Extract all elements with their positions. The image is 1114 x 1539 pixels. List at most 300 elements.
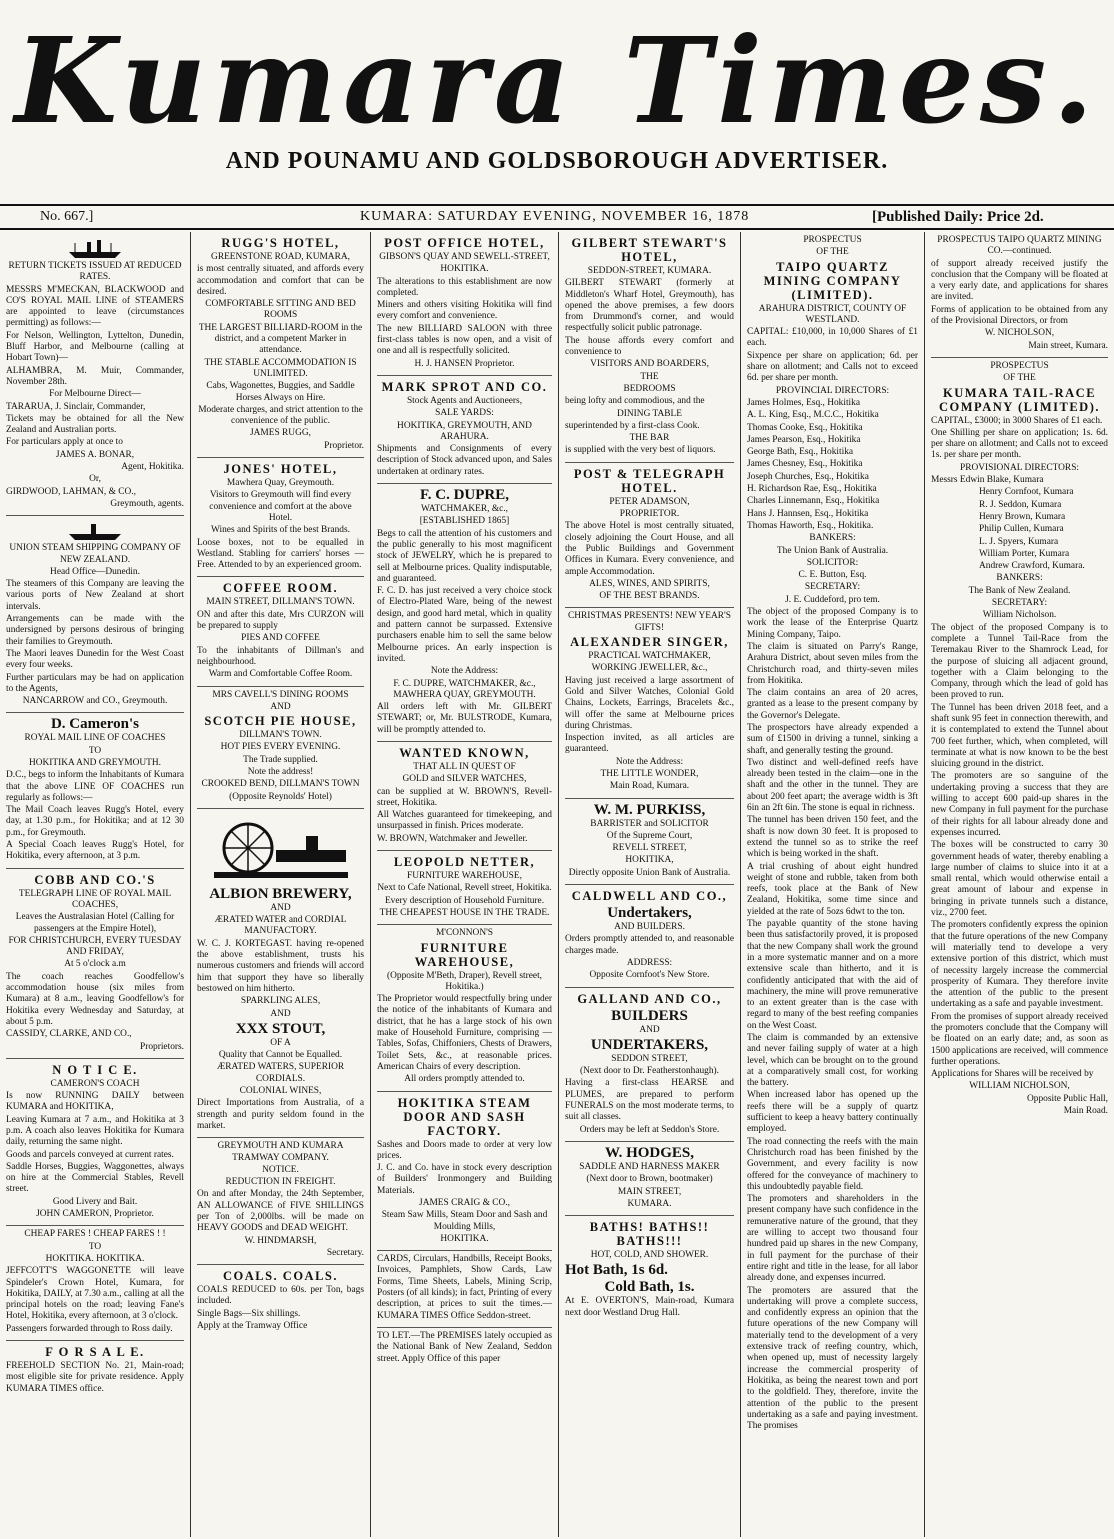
ad-text: GREYMOUTH AND KUMARA TRAMWAY COMPANY. [217,1141,344,1163]
ad-heading: Undertakers, [607,905,692,922]
columns [0,232,1114,1539]
ad-text: Goods and parcels conveyed at current rates. [6,1149,174,1160]
ad-heading: MARK SPROT AND CO. [381,379,548,394]
advert-albion-brewery [197,809,364,1138]
ad-text: Note the Address: [430,666,499,677]
advert-mark-sprot [377,376,552,484]
ad-text: Next to Cafe National, Revell street, Hokitika. [377,883,552,894]
ad-text: COALS REDUCED to 60s. per Ton, bags included. [197,1285,364,1307]
ad-text: For particulars apply at once to [6,437,123,448]
ad-text: When increased labor has opened up the reefs there will be a supply of quartz sufficient to keep a heavy battery continually employed. [747,1090,918,1135]
issue-number: No. 667.] [40,209,94,224]
ad-text: Opposite Public Hall, [1027,1093,1108,1104]
ad-text: HOT, COLD, AND SHOWER. [590,1250,709,1261]
ad-heading: N O T I C E. [52,1062,138,1077]
ad-text: TARARUA, J. Sinclair, Commander, [6,401,146,412]
ad-text: At 5 o'clock a.m [64,959,126,970]
ad-text: The promoters are assured that the undertaking will prove a complete success, and confidently express an opinion that the future operations of the new Company will materially tend to the development of a very extensive track of reefing country, which, when opened up, must of necessity largely increase the commercial prosperity of Hokitika, as being the nearest town and port to the goldfield. They, therefore, invite the attention of the public to the present undertaking as a safe and paying investment. The promises [747,1285,918,1432]
ad-heading: UNDERTAKERS, [590,1036,709,1053]
ad-text: Main Road. [1063,1106,1108,1117]
ad-text: The steamers of this Company are leaving the various ports of New Zealand at short intervals. [6,579,184,612]
ad-text: Directly opposite Union Bank of Australia. [568,867,731,878]
ad-text: Secretary. [326,1247,364,1258]
ad-heading: COALS. COALS. [222,1269,338,1284]
ad-text: PROSPECTUS [803,235,862,245]
advert-jones-hotel [197,458,364,577]
advert-printing [377,1251,552,1328]
ad-text: BANKERS: [809,533,856,544]
ad-heading: F. C. DUPRE, [419,487,510,504]
ad-text: MAIN STREET, [617,1186,682,1197]
ad-text: GOLD and SILVER WATCHES, [402,774,527,785]
ad-heading: HOKITIKA STEAM DOOR AND SASH FACTORY. [397,1095,532,1138]
ad-text: Visitors to Greymouth will find every convenience and comfort at the above Hotel. [209,490,352,523]
ad-text: Apply at the Tramway Office [197,1321,308,1332]
ad-text: H. J. HANSEN Proprietor. [414,358,515,369]
ad-text: Messrs Edwin Blake, Kumara [931,475,1044,486]
ad-text: DINING TABLE [617,408,682,419]
ad-text: Arrangements can be made with the undersigned by persons desirous of bringing their families to Greymouth. [6,614,184,647]
ad-text: JOHN CAMERON, Proprietor. [36,1209,154,1220]
ad-text: PRACTICAL WATCHMAKER, [588,651,711,662]
ad-text: Saddle Horses, Buggies, Waggonettes, always on hire at the Commercial Stables, Revell street. [6,1161,184,1195]
advert-baths [565,1216,734,1324]
column-3 [370,232,558,1537]
ad-text: R. J. Seddon, Kumara [979,499,1062,510]
ad-text: SECRETARY: [991,598,1048,609]
ad-heading: POST OFFICE HOTEL, [384,236,545,250]
advert-ruggs-hotel [197,232,364,458]
ad-text: Moderate charges, and strict attention to the convenience of the public. [198,404,363,427]
steamship-icon [65,521,125,541]
ad-text: is supplied with the very best of liquors. [565,445,716,456]
ad-text: D.C., begs to inform the Inhabitants of Kumara that the above LINE OF COACHES run regularly as follows:— [6,770,184,803]
ad-heading: ALEXANDER SINGER, [570,635,729,650]
ad-text: ON and after this date, Mrs CURZON will be prepared to supply [197,609,364,632]
ad-text: THAT ALL IN QUEST OF [413,761,516,772]
newspaper-title: Kumara Times. [14,11,1100,150]
ad-text: DILLMAN'S TOWN. [239,730,322,741]
ad-text: FURNITURE WAREHOUSE, [407,871,522,882]
ad-text: BARRISTER and SOLICITOR [590,818,709,829]
ad-text: FREEHOLD SECTION No. 21, Main-road; most eligible site for private residence. Apply KUMARA TIMES office. [6,1361,184,1394]
ad-text: (Opposite Reynolds' Hotel) [229,791,332,802]
ad-text: PROVINCIAL DIRECTORS: [775,385,890,396]
ad-text: Andrew Crawford, Kumara. [979,561,1085,572]
ad-heading: RUGG'S HOTEL, [221,236,340,250]
column-6 [924,232,1114,1537]
ad-text: REVELL STREET, [612,843,687,854]
ad-text: On and after Monday, the 24th September, AN ALLOWANCE of FIVE SHILLINGS per Ton of 2,000lbs. will be made on HEAVY GOODS and DEAD WEIGHT. [197,1189,364,1234]
ad-text: Miners and others visiting Hokitika will find every comfort and convenience. [377,300,552,322]
ad-heading: BUILDERS [611,1007,688,1024]
ad-text: The Trade supplied. [243,754,318,765]
ad-heading: GILBERT STEWART'S HOTEL, [571,236,728,264]
ad-text: FOR CHRISTCHURCH, EVERY TUESDAY AND FRIDAY, [8,935,182,958]
ad-text: Orders may be left at Seddon's Store. [579,1124,720,1135]
ad-text: CHRISTMAS PRESENTS! NEW YEAR'S GIFTS! [568,611,731,633]
ad-text: William Porter, Kumara [979,548,1070,559]
ad-text: The Proprietor would respectfully bring under the notice of the inhabitants of Kumara and district, that he has a large stock of his own make of Household Furniture, comprising — Tables, Sofas, Chiffoniers, Chests of Drawers, Toilet Sets, &c., at reasonable prices. American Chairs of every description. [377,994,552,1072]
ad-text: CROOKED BEND, DILLMAN'S TOWN [201,779,360,790]
advert-caldwell [565,885,734,987]
ad-text: GIBSON'S QUAY AND SEWELL-STREET, [379,252,550,262]
advert-steam-door-factory [377,1092,552,1252]
ad-text: SADDLE AND HARNESS MAKER [579,1161,720,1172]
ad-heading: KUMARA TAIL-RACE COMPANY (LIMITED). [938,385,1100,414]
ad-text: HOKITIKA. [440,1233,489,1244]
ad-heading: XXX STOUT, [235,1020,326,1037]
ad-text: Of the Supreme Court, [606,830,693,841]
ad-text: THE LARGEST BILLIARD-ROOM in the district, and a competent Marker in attendance. [198,322,363,356]
ad-text: Proprietor. [324,440,364,451]
ad-heading: Hot Bath, 1s 6d. [565,1262,668,1279]
ad-text: For Nelson, Wellington, Lyttelton, Dunedin, Bluff Harbor, and Melbourne (calling at Hobart Town)— [6,330,184,364]
ad-text: To the inhabitants of Dillman's and neighbourhood. [197,645,364,667]
ad-text: OF THE [1003,373,1036,384]
ad-heading: W. HODGES, [604,1144,695,1161]
steamship-icon [65,237,125,259]
ad-heading: LEOPOLD NETTER, [393,855,536,870]
ad-text: CHEAP FARES ! CHEAP FARES ! ! [24,1229,166,1240]
advert-leopold-netter [377,851,552,925]
ad-heading: TAIPO QUARTZ MINING COMPANY (LIMITED). [763,259,902,302]
ad-text: Agent, Hokitika. [121,462,184,473]
ad-text: OF THE [816,247,849,258]
ad-text: OF A [270,1037,291,1048]
ad-text: AND [270,1008,291,1019]
ad-text: George Bath, Esq., Hokitika [747,447,854,458]
ad-text: Forms of application to be obtained from any of the Provisional Directors, or from [931,304,1108,327]
ad-text: AND BUILDERS. [614,922,685,933]
ad-text: Wines and Spirits of the best Brands. [211,525,350,536]
ad-text: One Shilling per share on application; 1s. 6d. per share on allotment; and Calls not to exceed 1s. per share per month. [931,427,1108,461]
ad-text: Inspection invited, as all articles are guaranteed. [565,733,734,755]
ad-text: JAMES A. BONAR, [55,449,135,460]
ad-text: Philip Cullen, Kumara [979,524,1064,535]
ad-heading: UNION STEAM SHIPPING COMPANY OF NEW ZEALAND. [9,543,181,565]
ad-text: MESSRS M'MECKAN, BLACKWOOD and CO'S ROYAL MAIL LINE of STEAMERS are appointed to leave (circumstances permitting) as follows:— [6,284,184,329]
ad-text: Loose boxes, not to be equalled in Westland. Stabling for carriers' horses —Free. Attended to by an experienced groom. [197,537,364,571]
ad-text: The claim is commanded by an extensive and never failing supply of water at a high level, which can be brought on to the ground at a comparatively small cost, for working the battery. [747,1033,918,1089]
ad-text: Direct Importations from Australia, of a strength and purity seldom found in the market. [197,1098,364,1131]
advert-mconnon [377,925,552,1091]
ad-text: Single Bags—Six shillings. [197,1308,301,1319]
ad-text: SPARKLING ALES, [240,996,321,1007]
ad-text: NOTICE. [262,1164,299,1175]
ad-text: THE BAR [629,433,670,444]
ad-text: WATCHMAKER, &c., [421,504,508,515]
ad-text: Shipments and Consignments of every description of Stock advanced upon, and Sales undertaken at ordinary rates. [377,444,552,477]
ad-heading: SCOTCH PIE HOUSE, [204,714,357,729]
issue-date: KUMARA: SATURDAY EVENING, NOVEMBER 16, 1878 [360,209,750,224]
ad-text: Hans J. Hannsen, Esq., Hokitika [747,508,869,519]
ad-text: JAMES RUGG, [250,428,311,439]
ad-text: CARDS, Circulars, Handbills, Receipt Books, Invoices, Pamphlets, Show Cards, Law Forms, Time Sheets, Labels, Mining Scrip, Posters (of all kinds); in fact, Printing of every description, at prices to suit the times.— KUMARA TIMES Office Seddon-street. [377,1254,552,1321]
ad-heading: JONES' HOTEL, [223,462,338,477]
ad-heading: COFFEE ROOM. [222,581,339,596]
ad-text: For Melbourne Direct— [49,389,141,400]
ad-text: The Mail Coach leaves Rugg's Hotel, every day, at 1.30 p.m., for Hokitika; and at 12 30 p.m., for Greymouth. [6,805,184,838]
ad-text: superintended by a first-class Cook. [565,420,700,431]
ad-text: Steam Saw Mills, Steam Door and Sash and Moulding Mills, [381,1210,548,1232]
ad-text: Sixpence per share on application; 6d. per share on allotment; and Calls not to exceed 6d. per share per month. [747,350,918,384]
ad-text: WILLIAM NICHOLSON, [969,1081,1070,1092]
ad-text: BEDROOMS [623,383,676,394]
ad-text: Applications for Shares will be received by [931,1069,1094,1080]
ad-text: Cabs, Wagonettes, Buggies, and Saddle Horses Always on Hire. [206,381,355,403]
ad-text: Two distinct and well-defined reefs have already been tested in the claim—one in the shaft and the other in the tunnel. They are about 200 feet apart; the average width is 3ft 6in an 2ft 6in. The stone is equal in richness. [747,757,918,814]
ad-text: being lofty and commodious, and the [565,396,705,407]
advert-steamers [6,232,184,516]
ad-text: PROSPECTUS TAIPO QUARTZ MINING CO.—continued. [937,235,1102,257]
ad-text: MRS CAVELL'S DINING ROOMS [212,689,349,700]
advert-galland [565,988,734,1142]
column-4 [558,232,740,1537]
ad-heading: FURNITURE WAREHOUSE, [414,940,515,969]
ad-text: The above Hotel is most centrally situated, closely adjoining the Court House, and all the Public Buildings and Government Offices in Kumara. Every convenience, and ample Accommodation. [565,521,734,577]
ad-text: Having just received a large assortment of Gold and Silver Watches, Colonial Gold Chains, Lockets, Earrings, Bracelets &c., will offer the same at Melbourne prices during Christmas. [565,675,734,731]
ad-text: The Tunnel has been driven 2018 feet, and a shaft sunk 95 feet in connection therewith, and it is contemplated to extend the Tunnel about 700 feet further, which, when completed, will terminate at what is now known to be the best sluicing ground in the district. [931,702,1108,770]
ad-text: ÆRATED WATER and CORDIAL MANUFACTORY. [214,915,347,937]
ad-text: Further particulars may be had on application to the Agents, [6,672,184,694]
ad-text: COLONIAL WINES, [239,1086,322,1097]
masthead [0,0,1114,200]
ad-text: The payable quantity of the stone having been thus satisfactorily proved, it is proposed that the new Company shall work the ground in a more systematic manner and on a more extensive scale than hitherto, and it is confidently anticipated that with the aid of machinery, the mine will prove remunerative to an extent greater than is the case with regard to many of the best reefing companies on the West Coast. [747,919,918,1031]
ad-text: The promoters confidently express the opinion that the future operations of the new Company will materially tend to develope a very extensive portion of this district, which must of necessity largely increase the commercial prosperity of Kumara. They therefore invite the attention of the public to the present undertaking as a safe and payable investment. [931,920,1108,1010]
ad-text: L. J. Spyers, Kumara [979,536,1059,547]
ad-text: William Nicholson. [982,610,1057,621]
ad-text: Leaves the Australasian Hotel (Calling for passengers at the Empire Hotel), [15,912,175,934]
ad-text: Quality that Cannot be Equalled. [218,1050,343,1061]
advert-wanted-known [377,742,552,851]
ad-heading: D. Cameron's [50,716,140,733]
ad-heading: POST & TELEGRAPH HOTEL. [573,466,726,495]
advert-dupre [377,484,552,742]
ad-text: PROVISIONAL DIRECTORS: [959,462,1080,473]
ad-text: Orders promptly attended to, and reasonable charges made. [565,934,734,956]
ad-text: CAPITAL: £10,000, in 10,000 Shares of £1 each. [747,327,918,349]
advert-to-let [377,1328,552,1370]
ad-text: Note the address! [247,766,314,777]
ad-text: PETER ADAMSON, [609,496,690,507]
ad-text: PROSPECTUS [990,360,1049,371]
ad-text: SEDDON STREET, [611,1053,688,1064]
ad-heading: GALLAND AND CO., [577,991,722,1006]
ad-text: RETURN TICKETS ISSUED AT REDUCED RATES. [8,261,182,283]
ad-text: At E. OVERTON'S, Main-road, Kumara next door Westland Drug Hall. [565,1296,734,1318]
ad-text: AND [270,902,291,913]
advert-cameron-coach-notice [6,1059,184,1227]
ad-text: The road connecting the reefs with the main Christchurch road has been finished by the Government, and every facility is now offered for the conveyance of machinery to this undoubtedly payable field. [747,1136,918,1192]
ad-heading: F O R S A L E. [45,1345,145,1360]
column-2 [190,232,370,1537]
brewery-machine-icon [206,816,356,882]
ad-text: (Next door to Brown, bootmaker) [586,1174,713,1185]
ad-text: [ESTABLISHED 1865] [419,516,510,527]
ad-text: JAMES CRAIG & CO., [419,1198,510,1208]
ad-text: PROPRIETOR. [619,509,680,520]
dateline [0,204,1114,230]
ad-text: can be supplied at W. BROWN'S, Revell-street, Hokitika. [377,786,552,808]
ad-text: From the promises of support already received the promoters conclude that the Company will be floated on an early date; and, as soon as 1500 applications are received, will commence further operations. [931,1011,1108,1067]
advert-coals [197,1265,364,1337]
ad-text: ALES, WINES, AND SPIRITS, [589,578,710,589]
advert-cavell-dining [197,687,364,809]
ad-text: The claim contains an area of 20 acres, granted as a lease to the present company by the Governor's Delegate. [747,688,918,721]
ad-text: (Opposite M'Beth, Draper), Revell street, Hokitika.) [386,970,543,992]
ad-text: Stock Agents and Auctioneers, [406,395,523,406]
ad-text: Charles Linnemann, Esq., Hokitika [747,496,880,507]
ad-text: W. C. J. KORTEGAST. having re-opened the above establishment, trusts his numerous customers and friends will accord him that support they have so liberally bestowed on him hitherto. [197,938,364,994]
ad-text: Sashes and Doors made to order at very low prices. [377,1139,552,1161]
ad-text: HOT PIES EVERY EVENING. [220,742,341,753]
ad-text: ÆRATED WATERS, SUPERIOR CORDIALS. [216,1062,345,1084]
ad-text: THE CHEAPEST HOUSE IN THE TRADE. [379,907,550,918]
ad-text: The new BILLIARD SALOON with three first-class tables is now open, and a visit of one and all is respectfully solicited. [377,323,552,357]
ad-text: ARAHURA DISTRICT, COUNTY OF WESTLAND. [758,303,907,325]
advert-union-steam [6,516,184,713]
ad-text: The Bank of New Zealand. [968,585,1071,596]
ad-text: ROYAL MAIL LINE OF COACHES [24,733,166,744]
ad-text: GIRDWOOD, LAHMAN, & CO., [6,486,136,497]
ad-text: Tickets may be obtained for all the New Zealand and Australian ports. [6,413,184,436]
ad-text: KUMARA. [627,1198,672,1209]
ad-text: Note the Address: [615,756,684,767]
advert-gilbert-stewart [565,232,734,463]
ad-text: TO [88,1241,102,1252]
ad-text: Mawhera Quay, Greymouth. [226,478,335,489]
ad-text: F. C. DUPRE, WATCHMAKER, &c., MAWHERA QUAY, GREYMOUTH. [393,678,536,700]
ad-text: The house affords every comfort and convenience to [565,335,734,358]
ad-text: Warm and Comfortable Coffee Room. [208,669,353,680]
ad-text: Having a first-class HEARSE and PLUMES, are prepared to perform FUNERALS on the most moderate terms, to suit all classes. [565,1078,734,1123]
ad-text: OF THE BEST BRANDS. [599,591,700,602]
ad-text: HOKITIKA, GREYMOUTH, AND ARAHURA. [397,420,532,442]
ad-text: F. C. D. has just received a very choice stock of Electro-Plated Ware, being of the newest design, and good hard metal, which in quality and pattern cannot be surpassed. Extensive purchasers enable him to sell the same below Melbourne prices. An early inspection is invited. [377,586,552,664]
ad-heading: CALDWELL AND CO., [571,889,728,904]
prospectus-tail-race [931,358,1108,1122]
ad-text: The prospectors have already expended a sum of £1500 in driving a tunnel, sinking a shaft, and generally testing the ground. [747,722,918,756]
ad-text: C. E. Button, Esq. [798,570,867,581]
ad-text: James Chesney, Esq., Hokitika [747,459,863,470]
ad-text: NANCARROW and CO., Greymouth. [22,696,168,707]
advert-coffee-room [197,577,364,686]
ad-text: Proprietors. [139,1041,184,1052]
ad-text: All orders left with Mr. GILBERT STEWART; or, Mr. BULSTRODE, Kumara, will be promptly attended to. [377,702,552,735]
ad-text: Head Office—Dunedin. [50,566,140,577]
ad-text: BANKERS: [996,573,1043,584]
ad-text: VISITORS AND BOARDERS, [590,359,709,370]
ad-text: Opposite Cornfoot's New Store. [589,970,710,981]
ad-text: HOKITIKA AND GREYMOUTH. [28,757,162,768]
ad-text: CAPITAL, £3000; in 3000 Shares of £1 each. [931,415,1103,426]
ad-text: The promoters and shareholders in the present company have such confidence in the remunerative nature of the ground, that they are willing to accept two thousand four hundred paid up shares in the new Company, in full payment for the purchase of their entire right and title in the lease, for all labor already done, and expenses incurred. [747,1194,918,1284]
ad-text: W. BROWN, Watchmaker and Jeweller. [377,833,528,844]
ad-heading: COBB AND CO.'S [34,872,156,887]
ad-text: is most centrally situated, and affords every accommodation and comfort that can be desired. [197,264,364,297]
ad-text: Henry Cornfoot, Kumara [979,487,1074,498]
ad-text: Every description of Household Furniture. [384,895,545,906]
ad-text: Henry Brown, Kumara [979,511,1066,522]
ad-text: MAIN STREET, DILLMAN'S TOWN. [206,597,355,608]
ad-text: A Special Coach leaves Rugg's Hotel, for Hokitika, every afternoon, at 3 p.m. [6,840,184,862]
ad-text: COMFORTABLE SITTING AND BED ROOMS [205,299,356,321]
ad-text: Or, [89,474,101,485]
ad-text: GILBERT STEWART (formerly at Middleton's Wharf Hotel, Greymouth), has opened the above premises, a few doors from Drummond's corner, and would respectfully solicit public patronage. [565,278,734,334]
ad-text: Joseph Churches, Esq., Hokitika [747,471,869,482]
advert-alexander-singer [565,608,734,798]
ad-text: The Maori leaves Dunedin for the West Coast every four weeks. [6,648,184,671]
ad-text: CAMERON'S COACH [50,1078,140,1089]
ad-text: Main street, Kumara. [1028,340,1108,351]
ad-text: A. L. King, Esq., M.C.C., Hokitika [747,410,879,421]
ad-text: AND [270,701,291,712]
ad-text: Thomas Haworth, Esq., Hokitika. [747,520,874,531]
ad-text: Passengers forwarded through to Ross daily. [6,1323,173,1334]
newspaper-subtitle: AND POUNAMU AND GOLDSBOROUGH ADVERTISER. [225,148,889,174]
ad-text: PIES AND COFFEE [241,633,320,644]
ad-text: GREENSTONE ROAD, KUMARA, [211,252,350,262]
column-1 [0,232,190,1537]
ad-heading: BATHS! BATHS!! BATHS!!! [589,1220,710,1249]
ad-text: James Pearson, Esq., Hokitika [747,434,861,445]
column-5 [740,232,924,1537]
ad-text: The coach reaches Goodfellow's accommodation house (six miles from Kumara) at 8 a.m., leaving Goodfellow's for Hokitika every Wednesday and Saturday, at about 5 p.m. [6,971,184,1027]
ad-heading: Cold Bath, 1s. [604,1279,695,1296]
ad-heading: W. M. PURKISS, [593,801,706,818]
ad-text: W. HINDMARSH, [244,1235,317,1246]
ad-text: THE STABLE ACCOMMODATION IS UNLIMITED. [204,357,357,379]
ad-text: M'CONNON'S [435,928,494,939]
ad-text: Is now RUNNING DAILY between KUMARA and HOKITIKA, [6,1091,184,1113]
advert-cobb-coaches [6,869,184,1059]
advert-jeffcott [6,1226,184,1341]
ad-text: J. C. and Co. have in stock every description of Builders' Ironmongery and Building Materials. [377,1163,552,1196]
ad-text: THE [640,371,659,382]
advert-for-sale [6,1341,184,1400]
ad-text: ALHAMBRA, M. Muir, Commander, November 28th. [6,365,184,387]
ad-text: Thomas Cooke, Esq., Hokitika [747,422,863,433]
ad-text: The claim is situated on Parry's Range, Arahura District, about seven miles from the Christchurch road, and thirty-seven miles from Hokitika. [747,641,918,686]
advert-post-office-hotel [377,232,552,376]
ad-text: J. E. Cuddeford, pro tem. [785,594,880,605]
ad-text: Leaving Kumara at 7 a.m., and Hokitika at 3 p.m. A coach also leaves Hokitika for Kumara daily, returning the same night. [6,1114,184,1148]
ad-text: HOKITIKA. HOKITIKA. [45,1253,145,1264]
ad-heading: ALBION BREWERY, [209,885,352,902]
ad-text: James Holmes, Esq., Hokitika [747,397,861,408]
ad-text: W. NICHOLSON, [984,328,1055,339]
prospectus-taipo [747,232,918,1437]
ad-text: The tunnel has been driven 150 feet, and the shaft is now down 30 feet. It is proposed to extend the tunnel so as to strike the reef which is being worked in the shaft. [747,815,918,860]
ad-text: of support already received justify the conclusion that the Company will be floated at a very early date, and applications for shares are invited. [931,258,1108,303]
advert-purkiss [565,799,734,885]
ad-text: Good Livery and Bait. [52,1196,138,1207]
ad-text: The promoters are so sanguine of the undertaking proving a success that they are willing to accept 600 paid-up shares in the new Company in full payment for the purchase of their rights for all labour already done and expenses incurred. [931,771,1108,838]
advert-cameron-coaches [6,713,184,868]
ad-text: The boxes will be constructed to carry 30 government heads of water, thereby enabling a large number of claims to sluice into it at a small rental, which would otherwise entail a great amount of labour and expense in bringing in private tunnels such a distance, viz., 2700 feet. [931,840,1108,919]
issue-price: [Published Daily: Price 2d. [872,209,1044,225]
ad-text: ADDRESS: [626,957,673,968]
ad-text: The Union Bank of Australia. [776,545,889,556]
ad-text: Main Road, Kumara. [609,781,690,792]
ad-text: AND [639,1024,660,1035]
ad-text: HOKITIKA. [440,264,489,275]
ad-text: HOKITIKA, [625,855,674,866]
ad-text: Begs to call the attention of his customers and the public generally to his most magnificent stock of JEWELRY, which he is prepared to sell at Melbourne prices. Quality indisputable, and guaranteed. [377,528,552,584]
advert-tramway [197,1138,364,1265]
ad-text: SALE YARDS: [435,408,494,419]
